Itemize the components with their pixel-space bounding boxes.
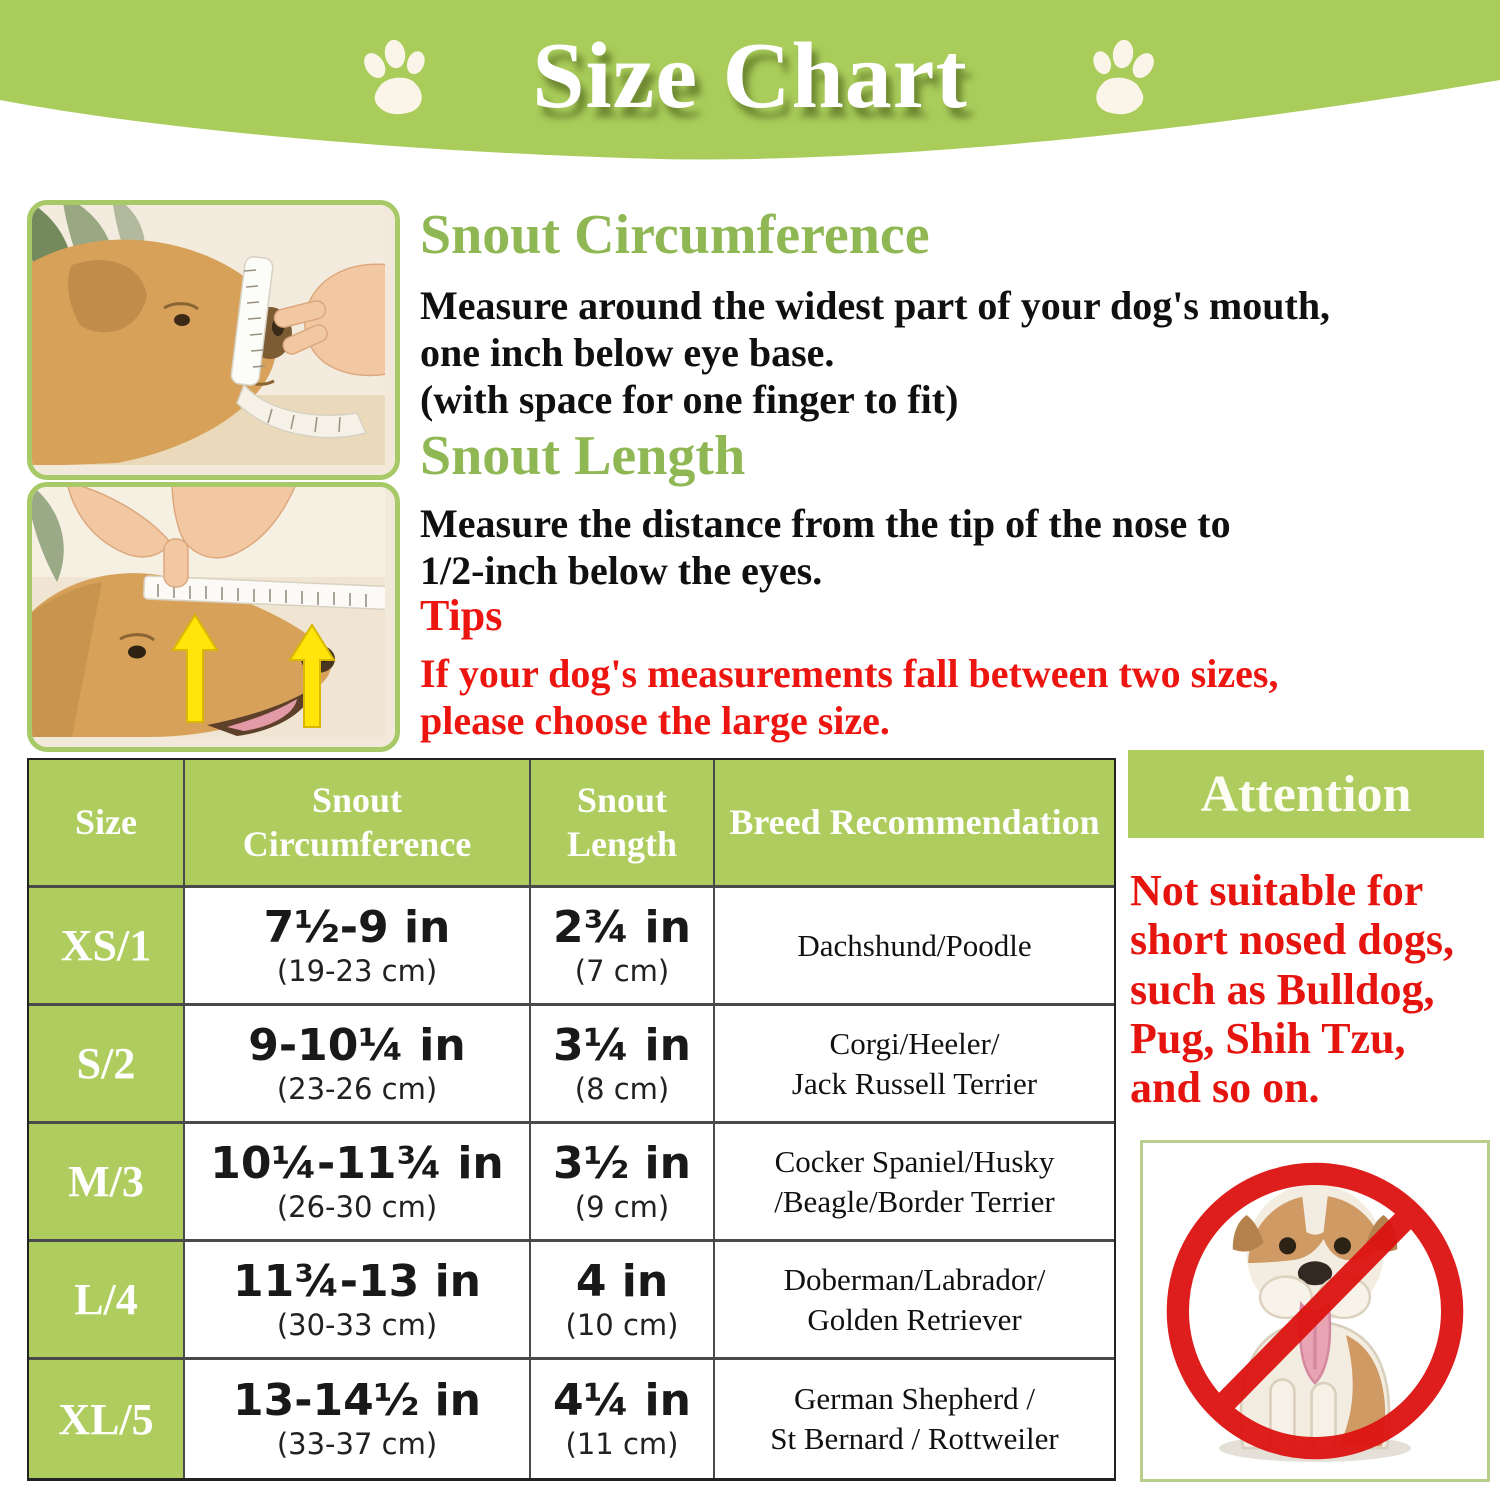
circumference-heading: Snout Circumference bbox=[420, 204, 930, 266]
circumference-cell: 10¼-11¾ in (26-30 cm) bbox=[185, 1124, 531, 1242]
size-cell: M/3 bbox=[29, 1124, 185, 1242]
length-cell: 2¾ in (7 cm) bbox=[531, 888, 715, 1006]
text-line: If your dog's measurements fall between two sizes, bbox=[420, 651, 1279, 696]
breed-cell: Corgi/Heeler/ Jack Russell Terrier bbox=[715, 1006, 1114, 1124]
size-cell: S/2 bbox=[29, 1006, 185, 1124]
table-header-size: Size bbox=[29, 760, 185, 888]
length-cell: 3¼ in (8 cm) bbox=[531, 1006, 715, 1124]
text-line: such as Bulldog, bbox=[1130, 964, 1435, 1014]
text-line: Not suitable for bbox=[1130, 866, 1424, 915]
not-suitable-bulldog-image bbox=[1140, 1140, 1490, 1482]
breed-cell: German Shepherd / St Bernard / Rottweiler bbox=[715, 1360, 1114, 1478]
text-line: short nosed dogs, bbox=[1130, 915, 1454, 965]
breed-cell: Doberman/Labrador/ Golden Retriever bbox=[715, 1242, 1114, 1360]
size-cell: L/4 bbox=[29, 1242, 185, 1360]
length-cell: 4 in (10 cm) bbox=[531, 1242, 715, 1360]
text-line: one inch below eye base. bbox=[420, 330, 835, 376]
breed-cell: Dachshund/Poodle bbox=[715, 888, 1114, 1006]
text-line: 1/2-inch below the eyes. bbox=[420, 548, 823, 594]
table-header-circumference: Snout Circumference bbox=[185, 760, 531, 888]
text-line: Measure the distance from the tip of the nose to bbox=[420, 501, 1231, 546]
text-line: please choose the large size. bbox=[420, 698, 890, 744]
size-cell: XS/1 bbox=[29, 888, 185, 1006]
breed-cell: Cocker Spaniel/Husky /Beagle/Border Terrier bbox=[715, 1124, 1114, 1242]
text-line: and so on. bbox=[1130, 1063, 1320, 1113]
length-cell: 4¼ in (11 cm) bbox=[531, 1360, 715, 1478]
text-line: Pug, Shih Tzu, bbox=[1130, 1013, 1406, 1063]
page-title: Size Chart bbox=[532, 24, 968, 128]
size-cell: XL/5 bbox=[29, 1360, 185, 1478]
circumference-cell: 13-14½ in (33-37 cm) bbox=[185, 1360, 531, 1478]
text-line: (with space for one finger to fit) bbox=[420, 377, 959, 423]
circumference-cell: 11¾-13 in (30-33 cm) bbox=[185, 1242, 531, 1360]
tips-heading: Tips bbox=[420, 591, 503, 640]
paw-print-icon bbox=[1079, 31, 1169, 121]
circumference-cell: 9-10¼ in (23-26 cm) bbox=[185, 1006, 531, 1124]
length-cell: 3½ in (9 cm) bbox=[531, 1124, 715, 1242]
circumference-cell: 7½-9 in (19-23 cm) bbox=[185, 888, 531, 1006]
size-table bbox=[27, 758, 1116, 1481]
attention-text bbox=[1130, 866, 1500, 1112]
snout-length-photo bbox=[27, 482, 400, 752]
circumference-text bbox=[420, 282, 1330, 424]
attention-heading: Attention bbox=[1128, 750, 1484, 838]
table-header-length: Snout Length bbox=[531, 760, 715, 888]
length-text bbox=[420, 500, 1231, 594]
length-heading: Snout Length bbox=[420, 425, 746, 487]
snout-circumference-photo bbox=[27, 200, 400, 480]
tips-text bbox=[420, 650, 1278, 744]
table-header-breed: Breed Recommendation bbox=[715, 760, 1114, 888]
text-line: Measure around the widest part of your dog's mouth, bbox=[420, 283, 1331, 328]
